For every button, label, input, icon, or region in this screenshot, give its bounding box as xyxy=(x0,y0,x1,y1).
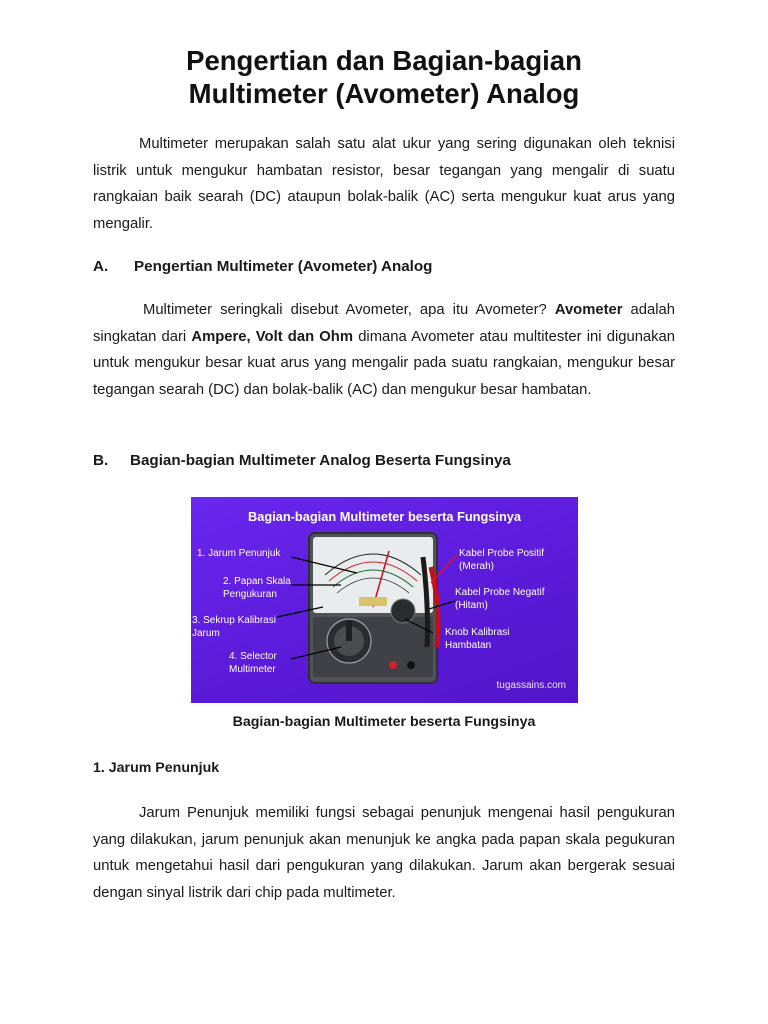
label-selector-line1: 4. Selector xyxy=(229,651,277,662)
section-a-bold-units: Ampere, Volt dan Ohm xyxy=(191,328,354,345)
figure-credit: tugassains.com xyxy=(496,680,566,691)
label-papan-skala-line2: Pengukuran xyxy=(223,588,277,600)
section-a-text-start: Multimeter seringkali disebut Avometer, apa itu Avometer? xyxy=(143,302,555,318)
figure-title: Bagian-bagian Multimeter beserta Fungsinya xyxy=(247,509,522,524)
section-a-text-mid: adalah singkatan dari xyxy=(93,302,675,345)
section-a-heading xyxy=(93,257,432,277)
label-kabel-positif-line1: Kabel Probe Positif xyxy=(459,548,545,559)
title-line-2: Multimeter (Avometer) Analog xyxy=(188,78,580,109)
label-papan-skala-line1: 2. Papan Skala xyxy=(223,576,291,587)
section-b-title: Bagian-bagian Multimeter Analog Beserta Fungsinya xyxy=(130,452,511,469)
label-sekrup-line2: Jarum xyxy=(192,627,220,639)
multimeter-figure xyxy=(191,497,578,703)
subsection-1-heading: 1. Jarum Penunjuk xyxy=(93,760,220,776)
label-jarum-penunjuk: 1. Jarum Penunjuk xyxy=(197,548,281,559)
label-kabel-negatif-line1: Kabel Probe Negatif xyxy=(455,587,545,598)
label-knob-kalibrasi xyxy=(445,627,509,652)
title-line-1: Pengertian dan Bagian-bagian xyxy=(186,45,582,76)
label-kabel-negatif xyxy=(455,587,545,612)
subsection-1-text: Jarum Penunjuk memiliki fungsi sebagai penunjuk mengenai hasil pengukuran yang dilakukan, jarum penunjuk akan menunjuk ke angka pada papan skala pegukuran untuk mengetahui hasil dari pengukuran yang dilakukan. Jarum akan bergerak sesuai dengan sinyal listrik dari chip pada multimeter. xyxy=(93,805,675,901)
section-b-letter: B. xyxy=(93,452,109,469)
label-knob-line2: Hambatan xyxy=(445,639,492,651)
label-kabel-positif xyxy=(459,548,544,573)
label-knob-line1: Knob Kalibrasi xyxy=(445,627,510,638)
section-a-letter: A. xyxy=(93,258,109,275)
section-a-text-end: dimana Avometer atau multitester ini digunakan untuk mengukur besar kuat arus yang mengalir pada suatu rangkaian, mengukur besar tegangan searah (DC) dan bolak-balik (AC) dan mengukur besar hambatan. xyxy=(93,328,676,398)
label-sekrup-kalibrasi xyxy=(192,615,276,640)
label-kabel-positif-line2: (Merah) xyxy=(459,560,495,572)
page-title xyxy=(93,44,675,110)
subsection-1-paragraph xyxy=(93,800,675,906)
section-a-bold-avometer: Avometer xyxy=(554,302,623,318)
label-papan-skala xyxy=(223,576,291,601)
label-selector xyxy=(229,651,277,676)
section-b-heading xyxy=(93,451,511,471)
label-selector-line2: Multimeter xyxy=(229,663,276,675)
intro-paragraph xyxy=(93,131,675,237)
intro-text: Multimeter merupakan salah satu alat ukur yang sering digunakan oleh teknisi listrik untuk mengukur hambatan resistor, besar tegangan yang mengalir di suatu rangkaian baik searah (DC) ataupun bolak-balik (AC) serta mengukur kuat arus yang mengalir. xyxy=(93,136,675,232)
section-a-title: Pengertian Multimeter (Avometer) Analog xyxy=(134,258,433,275)
section-a-paragraph xyxy=(93,297,675,403)
figure-caption: Bagian-bagian Multimeter beserta Fungsinya xyxy=(232,714,536,730)
label-kabel-negatif-line2: (Hitam) xyxy=(455,599,488,611)
label-sekrup-line1: 3. Sekrup Kalibrasi xyxy=(192,615,276,626)
